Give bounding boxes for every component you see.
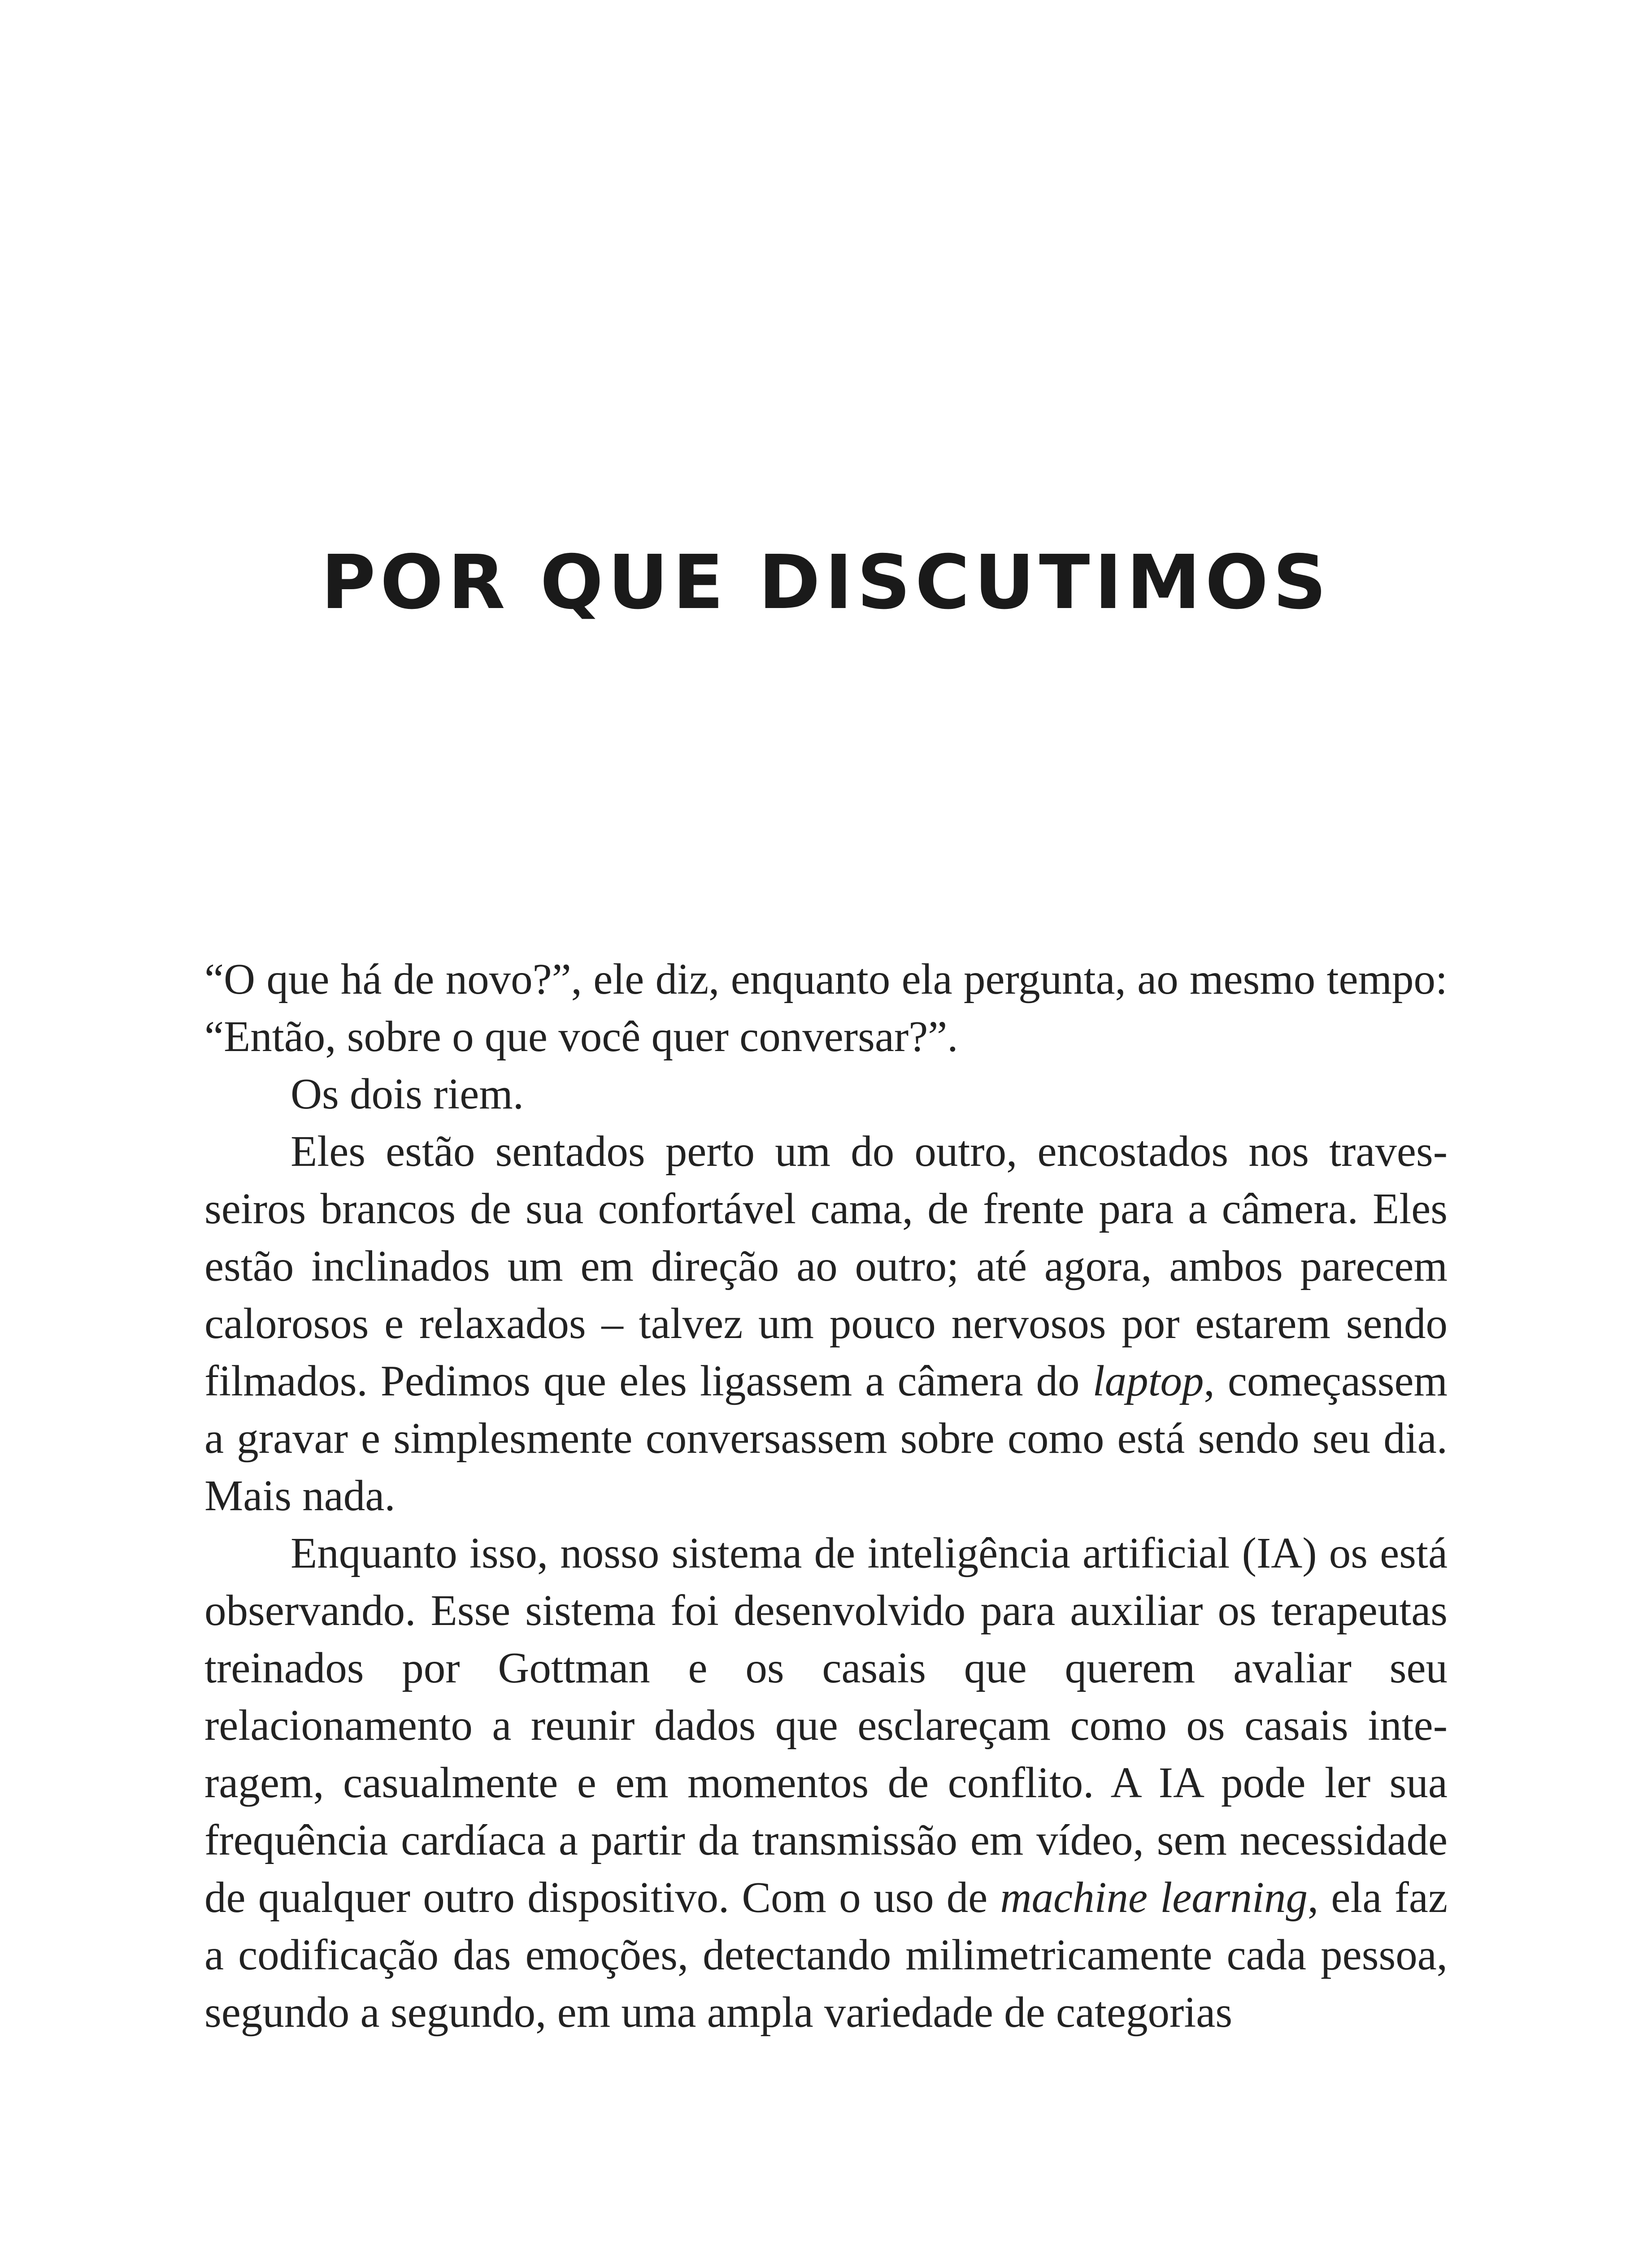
paragraph-text: , ela faz a codificação das emoções, detectando milimetricamente cada pessoa, segundo a segundo, em uma ampla variedade de categorias <box>204 1873 1448 2036</box>
chapter-title: POR QUE DISCUTIMOS <box>321 539 1331 626</box>
paragraph-1 <box>204 951 1448 1065</box>
paragraph-text: , começassem a gravar e simplesmente conversassem sobre como está sendo seu dia. Mais nada. <box>204 1357 1448 1520</box>
paragraph-text: “O que há de novo?”, ele diz, enquanto ela pergunta, ao mesmo tempo: “Então, sobre o que você quer conversar?”. <box>204 955 1448 1060</box>
chapter-body <box>204 951 1448 2041</box>
paragraph-text: Enquanto isso, nosso sistema de inteligência artificial (IA) os está observando. Esse sistema foi desenvolvido para auxiliar os terapeutas treinados por Gottman e os casais que querem avaliar seu relacionamento a reunir dados que esclareçam como os casais interagem, casualmente e em momentos de conflito. A IA pode ler sua frequência cardíaca a partir da transmissão em vídeo, sem necessidade de qualquer outro dispositivo. Com o uso de <box>204 1529 1448 1921</box>
italic-term: machine learning <box>1000 1873 1308 1921</box>
paragraph-4 <box>204 1525 1448 2041</box>
paragraph-text: Os dois riem. <box>291 1070 524 1118</box>
paragraph-text: Eles estão sentados perto um do outro, encostados nos travesseiros brancos de sua confortável cama, de frente para a câmera. Eles estão inclinados um em direção ao outro; até agora, ambos parecem calorosos e relaxados – talvez um pouco nervosos por estarem sendo filmados. Pedimos que eles ligassem a câmera do <box>204 1127 1448 1405</box>
italic-term: laptop <box>1092 1357 1204 1405</box>
paragraph-2 <box>204 1065 1448 1123</box>
paragraph-3 <box>204 1123 1448 1525</box>
